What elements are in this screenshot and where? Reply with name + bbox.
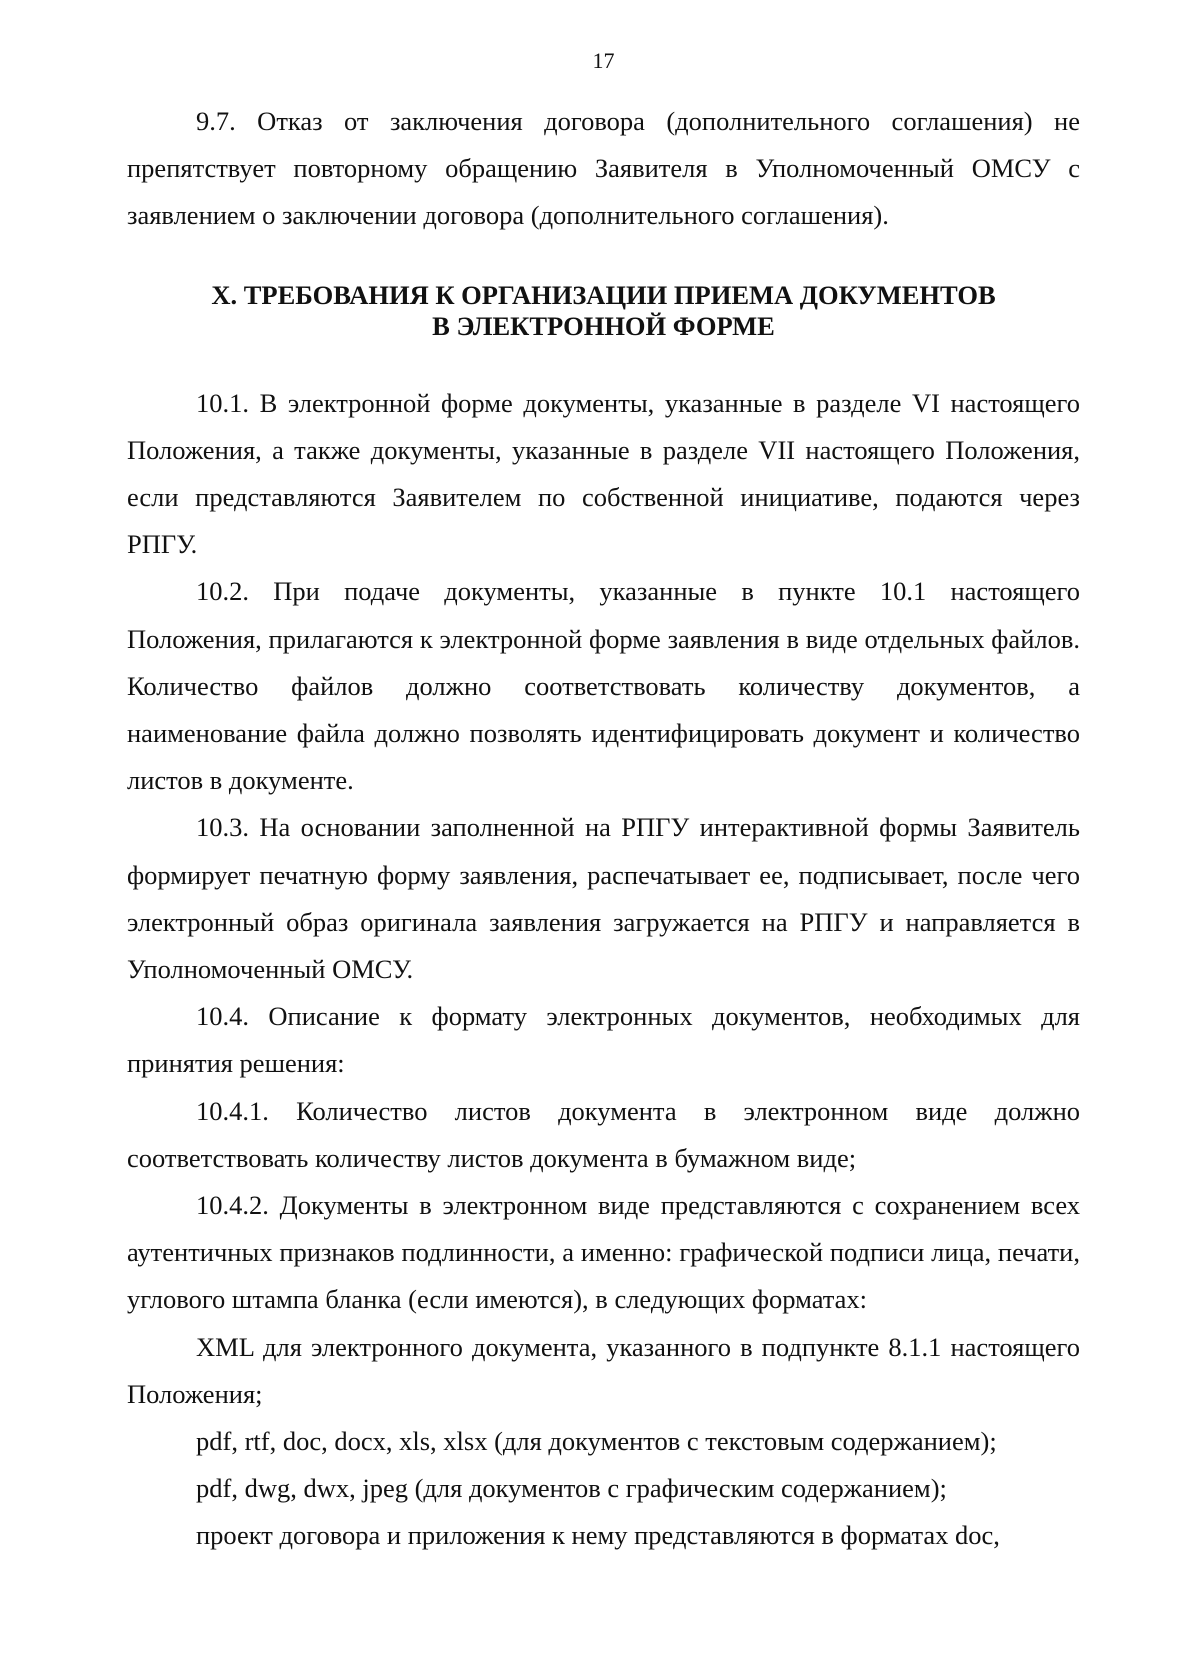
- format-item-graphic: pdf, dwg, dwx, jpeg (для документов с графическим содержанием);: [196, 1473, 947, 1504]
- paragraph-9-7: 9.7. Отказ от заключения договора (дополнительного соглашения) не препятствует повторному обращению Заявителя в Уполномоченный ОМСУ с заявлением о заключении договора (дополнительного соглашения).: [127, 106, 1080, 231]
- paragraph-10-1: 10.1. В электронной форме документы, указанные в разделе VI настоящего Положения, а также документы, указанные в разделе VII настоящего Положения, если представляются Заявителем по собственной инициативе, подаются через РПГУ.: [127, 387, 1080, 560]
- format-item-xml: XML для электронного документа, указанного в подпункте 8.1.1 настоящего Положения;: [127, 1331, 1080, 1409]
- page-number: 17: [592, 48, 615, 73]
- paragraph-10-3: 10.3. На основании заполненной на РПГУ интерактивной формы Заявитель формирует печатную форму заявления, распечатывает ее, подписывает, после чего электронный образ оригинала заявления загружается на РПГУ и направляется в Уполномоченный ОМСУ.: [127, 812, 1080, 985]
- paragraph-10-2: 10.2. При подаче документы, указанные в пункте 10.1 настоящего Положения, прилагаются к электронной форме заявления в виде отдельных файлов. Количество файлов должно соответствовать количеству документов, а наименование файла должно позволять идентифицировать документ и количество листов в документе.: [127, 576, 1080, 796]
- section-heading-line-1: X. ТРЕБОВАНИЯ К ОРГАНИЗАЦИИ ПРИЕМА ДОКУМЕНТОВ: [211, 279, 996, 310]
- paragraph-10-4-1: 10.4.1. Количество листов документа в электронном виде должно соответствовать количеству листов документа в бумажном виде;: [127, 1095, 1080, 1173]
- format-item-text: pdf, rtf, doc, docx, xls, xlsx (для документов с текстовым содержанием);: [196, 1426, 997, 1457]
- paragraph-10-4-2: 10.4.2. Документы в электронном виде представляются с сохранением всех аутентичных признаков подлинности, а именно: графической подписи лица, печати, углового штампа бланка (если имеются), в следующих форматах:: [127, 1190, 1080, 1315]
- section-heading-line-2: В ЭЛЕКТРОННОЙ ФОРМЕ: [432, 310, 775, 341]
- paragraph-10-4: 10.4. Описание к формату электронных документов, необходимых для принятия решения:: [127, 1001, 1080, 1079]
- format-item-contract: проект договора и приложения к нему представляются в форматах doc,: [196, 1520, 1000, 1551]
- section-heading: [127, 280, 1080, 342]
- document-body: [127, 98, 1080, 1560]
